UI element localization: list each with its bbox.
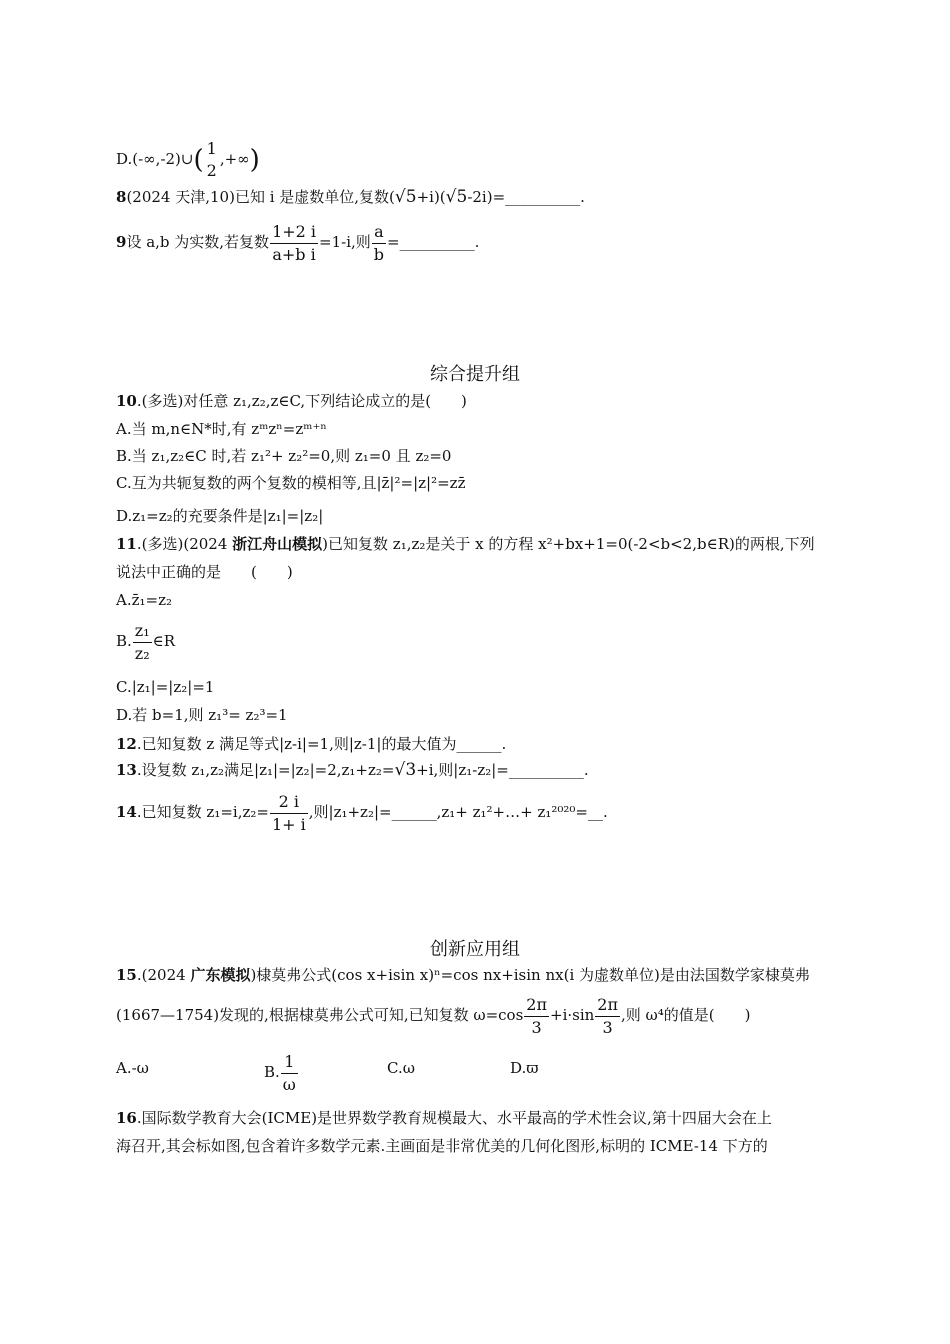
section-title-comprehensive: 综合提升组 bbox=[430, 364, 520, 385]
q15-option-b: B. $\frac{1}{\omega}$ bbox=[264, 1051, 296, 1094]
section-title-innovation: 创新应用组 bbox=[430, 939, 520, 960]
sqrt-5: √5 bbox=[394, 187, 417, 207]
q15-fraction-1: $\frac{2\pi}{3}$ bbox=[526, 994, 547, 1037]
left-paren: ( bbox=[193, 145, 204, 175]
question-9: 9设 a,b 为实数,若复数 $\frac{1+2 i}{\text{a+b i}}$ =1-i,则 $\frac{a}{b}$ =__________. bbox=[116, 221, 480, 264]
q14-fraction: $\frac{2 i}{1+ i}$ bbox=[271, 791, 306, 834]
q10-option-b: B.当 z₁,z₂∈C 时,若 z₁²+ z₂²=0,则 z₁=0 且 z₂=0 bbox=[116, 447, 452, 465]
question-8: 8(2024 天津,10)已知 i 是虚数单位,复数(√5+i)(√5-2i)=__________. bbox=[116, 187, 585, 207]
q15-line-2: (1667—1754)发现的,根据棣莫弗公式可知,已知复数 ω=cos $\frac{2\pi}{3}$ +i·sin $\frac{2\pi}{3}$ ,则 ω⁴的值是( ) bbox=[116, 994, 751, 1037]
q10-option-d: D.z₁=z₂的充要条件是|z₁|=|z₂| bbox=[116, 507, 324, 525]
question-11: 11.(多选)(2024 浙江舟山模拟)已知复数 z₁,z₂是关于 x 的方程 x²+bx+1=0(-2<b<2,b∈R)的两根,下列 bbox=[116, 535, 815, 553]
question-15: 15.(2024 广东模拟)棣莫弗公式(cos x+isin x)ⁿ=cos nx+isin nx(i 为虚数单位)是由法国数学家棣莫弗 bbox=[116, 966, 810, 984]
q9-fraction-1: $\frac{1+2 i}{\text{a+b i}}$ bbox=[272, 221, 317, 264]
question-10: 10.(多选)对任意 z₁,z₂,z∈C,下列结论成立的是( ) bbox=[116, 392, 467, 410]
q15-option-c: C.ω bbox=[387, 1059, 415, 1077]
right-paren: ) bbox=[249, 145, 260, 175]
q7-fraction: 1 2 bbox=[206, 139, 217, 180]
q15-option-a: A.-ω bbox=[116, 1059, 149, 1077]
q15-option-d: D.ϖ bbox=[510, 1059, 539, 1077]
q15-option-b-fraction: $\frac{1}{\omega}$ bbox=[282, 1051, 296, 1094]
q11-option-b: B. $\frac{\text{z₁}}{\text{z₂}}$ ∈R bbox=[116, 620, 176, 663]
question-13: 13.设复数 z₁,z₂满足|z₁|=|z₂|=2,z₁+z₂=√3+i,则|z₁-z₂|=__________. bbox=[116, 760, 589, 780]
q11-line-2: 说法中正确的是 ( ) bbox=[116, 563, 293, 581]
q11-option-c: C.|z₁|=|z₂|=1 bbox=[116, 678, 215, 696]
sqrt-3: √3 bbox=[394, 760, 417, 780]
q10-option-a: A.当 m,n∈N*时,有 zᵐzⁿ=zᵐ⁺ⁿ bbox=[116, 420, 327, 438]
q7-option-d: D.(-∞,-2)∪( 1 2 ,+∞) bbox=[116, 139, 260, 180]
q11-fraction: $\frac{\text{z₁}}{\text{z₂}}$ bbox=[134, 620, 150, 663]
sqrt-5: √5 bbox=[445, 187, 468, 207]
q11-option-a: A.z̄₁=z₂ bbox=[116, 591, 173, 609]
q11-option-d: D.若 b=1,则 z₁³= z₂³=1 bbox=[116, 706, 288, 724]
q9-fraction-2: $\frac{a}{b}$ bbox=[373, 221, 385, 264]
question-12: 12.已知复数 z 满足等式|z-i|=1,则|z-1|的最大值为______. bbox=[116, 735, 507, 753]
q15-fraction-2: $\frac{2\pi}{3}$ bbox=[597, 994, 618, 1037]
question-16: 16.国际数学教育大会(ICME)是世界数学教育规模最大、水平最高的学术性会议,第十四届大会在上 bbox=[116, 1109, 772, 1127]
q10-option-c: C.互为共轭复数的两个复数的模相等,且|z̄|²=|z|²=zz̄ bbox=[116, 474, 466, 492]
q16-line-2: 海召开,其会标如图,包含着许多数学元素.主画面是非常优美的几何化图形,标明的 ICME-14 下方的 bbox=[116, 1137, 768, 1155]
question-14: 14.已知复数 z₁=i,z₂= $\frac{2 i}{1+ i}$ ,则|z₁+z₂|=______,z₁+ z₁²+…+ z₁²⁰²⁰=__. bbox=[116, 791, 608, 834]
